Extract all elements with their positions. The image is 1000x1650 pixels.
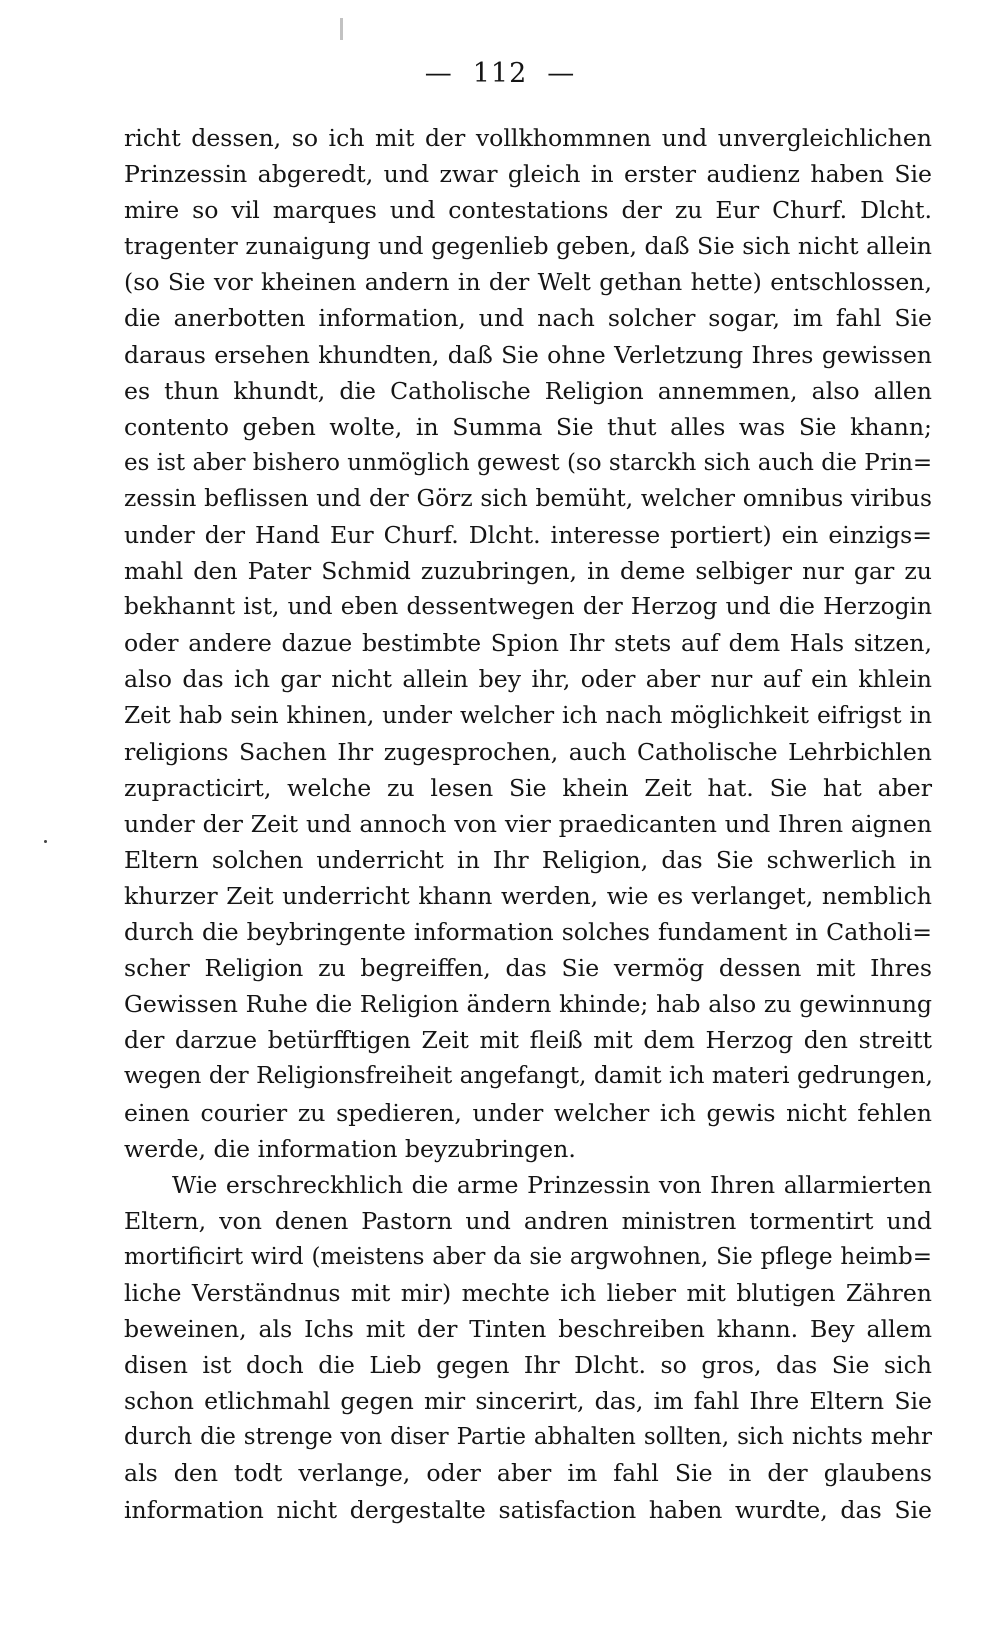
page-number-header [0, 58, 1000, 89]
text-line: tragenter zunaigung und gegenlieb geben, daß Sie sich nicht allein [124, 232, 932, 261]
text-line: schon etlichmahl gegen mir sincerirt, das, im fahl Ihre Eltern Sie [124, 1387, 932, 1416]
text-line: oder andere dazue bestimbte Spion Ihr stets auf dem Hals sitzen, [124, 629, 932, 658]
text-line: es ist aber bishero unmöglich gewest (so starckh sich auch die Prin= [124, 449, 933, 476]
text-line: contento geben wolte, in Summa Sie thut alles was Sie khann; [124, 412, 932, 441]
text-line: also das ich gar nicht allein bey ihr, oder aber nur auf ein khlein [124, 665, 932, 694]
text-line: information nicht dergestalte satisfaction haben wurdte, das Sie [124, 1495, 932, 1524]
text-line: zupracticirt, welche zu lesen Sie khein Zeit hat. Sie hat aber [124, 773, 932, 802]
text-line: mire so vil marques und contestations der zu Eur Churf. Dlcht. [124, 196, 932, 225]
scan-dot-mark [44, 840, 47, 843]
text-line: richt dessen, so ich mit der vollkhommnen und unvergleichlichen [124, 124, 932, 152]
text-line: es thun khundt, die Catholische Religion annemmen, also allen [124, 376, 932, 405]
scan-speck-mark [340, 18, 343, 40]
text-line: die anerbotten information, und nach solcher sogar, im fahl Sie [124, 304, 932, 333]
page-number-dash-right: — [547, 58, 576, 89]
text-line: der darzue betürfftigen Zeit mit fleiß mit dem Herzog den streitt [124, 1026, 932, 1055]
text-line: als den todt verlange, oder aber im fahl Sie in der glaubens [124, 1459, 932, 1488]
text-line: zessin beflissen und der Görz sich bemüht, welcher omnibus viribus [124, 484, 932, 512]
text-line: under der Zeit und annoch von vier praedicanten und Ihren aignen [124, 809, 932, 838]
page-number: 112 [472, 58, 528, 89]
text-line: disen ist doch die Lieb gegen Ihr Dlcht. so gros, das Sie sich [124, 1351, 932, 1380]
text-line: Prinzessin abgeredt, und zwar gleich in erster audienz haben Sie [124, 160, 932, 189]
text-line: Zeit hab sein khinen, under welcher ich nach möglichkeit eifrigst in [124, 701, 932, 729]
text-line: daraus ersehen khundten, daß Sie ohne Verletzung Ihres gewissen [124, 340, 932, 369]
text-line: mahl den Pater Schmid zuzubringen, in deme selbiger nur gar zu [124, 557, 932, 586]
text-line: Eltern solchen underricht in Ihr Religion, das Sie schwerlich in [124, 845, 932, 874]
text-line: religions Sachen Ihr zugesprochen, auch Catholische Lehrbichlen [124, 737, 932, 766]
text-line: Gewissen Ruhe die Religion ändern khinde; hab also zu gewinnung [124, 990, 932, 1019]
text-line: werde, die information beyzubringen. [124, 1134, 576, 1163]
text-line: under der Hand Eur Churf. Dlcht. interesse portiert) ein einzigs= [124, 521, 932, 550]
paragraph-2 [124, 1167, 932, 1528]
text-line: durch die strenge von diser Partie abhalten sollten, sich nichts mehr [124, 1424, 932, 1451]
text-line: (so Sie vor kheinen andern in der Welt gethan hette) entschlossen, [124, 268, 932, 297]
body-text [124, 120, 932, 1528]
text-line: bekhannt ist, und eben dessentwegen der Herzog und die Herzogin [124, 593, 932, 621]
paragraph-1 [124, 120, 932, 1167]
text-line: Wie erschreckhlich die arme Prinzessin von Ihren allarmierten [172, 1170, 932, 1199]
text-line: scher Religion zu begreiffen, das Sie vermög dessen mit Ihres [124, 954, 932, 983]
page-number-dash-left: — [424, 58, 453, 89]
text-line: durch die beybringente information solches fundament in Catholi= [124, 918, 932, 947]
text-line: beweinen, als Ichs mit der Tinten beschreiben khann. Bey allem [124, 1315, 932, 1344]
text-line: einen courier zu spedieren, under welcher ich gewis nicht fehlen [124, 1098, 932, 1127]
text-line: Eltern, von denen Pastorn und andren ministren tormentirt und [124, 1206, 932, 1235]
text-line: mortificirt wird (meistens aber da sie argwohnen, Sie pflege heimb= [124, 1243, 932, 1270]
text-line: khurzer Zeit underricht khann werden, wie es verlanget, nemblich [124, 881, 932, 910]
text-line: liche Verständnus mit mir) mechte ich lieber mit blutigen Zähren [124, 1279, 932, 1307]
text-line: wegen der Religionsfreiheit angefangt, damit ich materi gedrungen, [124, 1062, 933, 1090]
